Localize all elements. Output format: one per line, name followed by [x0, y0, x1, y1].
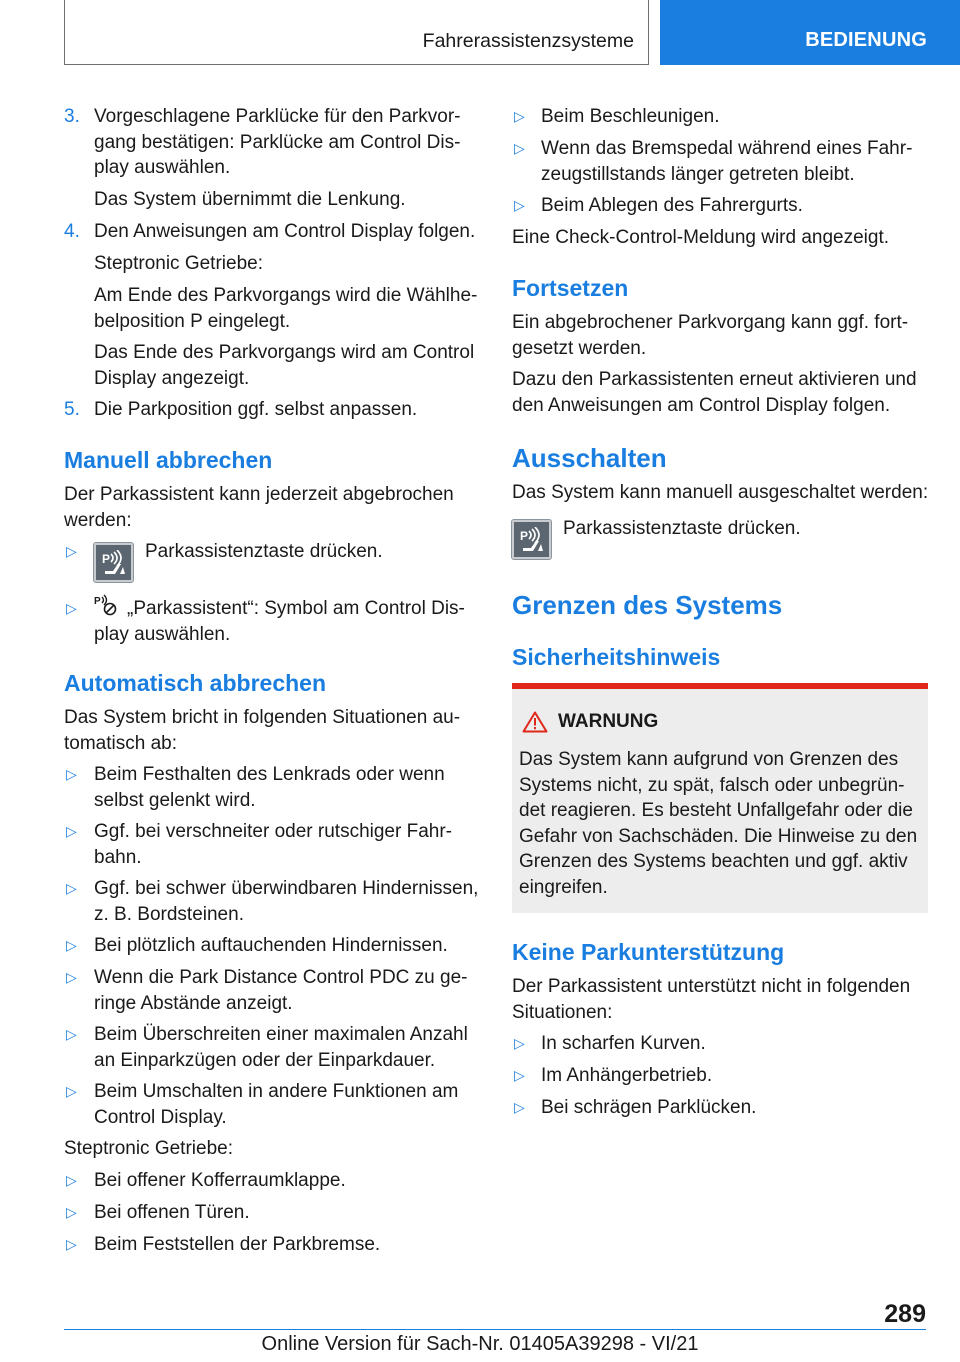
- section-heading: Fortsetzen: [512, 275, 629, 301]
- section-heading: Keine Parkunterstützung: [512, 939, 785, 965]
- step-text: Den Anweisungen am Control Display folgen.: [94, 221, 476, 242]
- bullet-icon: ▷: [514, 108, 525, 124]
- bullet-icon: ▷: [66, 600, 77, 616]
- list-item: Beim Beschleunigen.: [541, 106, 720, 127]
- page-number: 289: [884, 1300, 926, 1328]
- paragraph: gesetzt werden.: [512, 337, 647, 359]
- step-number: 3.: [64, 106, 80, 127]
- step-number: 5.: [64, 399, 80, 420]
- warning-text: det reagieren. Es besteht Unfallgefahr oder die: [519, 800, 913, 821]
- bullet-icon: ▷: [66, 880, 77, 896]
- park-assist-button-icon: [94, 543, 133, 582]
- warning-text: Das System kann aufgrund von Grenzen des: [519, 749, 899, 770]
- list-item: ringe Abstände anzeigt.: [94, 992, 293, 1014]
- paragraph: tomatisch ab:: [64, 732, 177, 754]
- section-heading: Ausschalten: [512, 443, 667, 473]
- list-item: an Einparkzügen oder der Einparkdauer.: [94, 1049, 436, 1071]
- list-item: Control Display.: [94, 1106, 227, 1128]
- park-assist-button-icon: [512, 520, 551, 559]
- footer-version-text: Online Version für Sach-Nr. 01405A39298 - VI/21: [261, 1333, 699, 1355]
- step-note: belposition P eingelegt.: [94, 310, 291, 332]
- step-text: Vorgeschlagene Parklücke für den Parkvor-: [94, 106, 461, 127]
- step-note: Am Ende des Parkvorgangs wird die Wählhe-: [94, 285, 478, 306]
- paragraph: Parkassistenztaste drücken.: [563, 518, 801, 539]
- bullet-icon: ▷: [66, 766, 77, 782]
- warning-box: [512, 683, 928, 913]
- step-note: Das Ende des Parkvorgangs wird am Control: [94, 342, 475, 363]
- list-item: Bei plötzlich auftauchenden Hindernissen.: [94, 935, 448, 956]
- step-note: Das System übernimmt die Lenkung.: [94, 189, 406, 210]
- list-item: Beim Umschalten in andere Funktionen am: [94, 1081, 459, 1102]
- paragraph: Dazu den Parkassistenten erneut aktivieren und: [512, 369, 917, 390]
- svg-text:P: P: [94, 596, 101, 607]
- paragraph: Ein abgebrochener Parkvorgang kann ggf. fort-: [512, 312, 909, 333]
- list-item: Beim Überschreiten einer maximalen Anzahl: [94, 1024, 468, 1045]
- paragraph: Der Parkassistent unterstützt nicht in folgenden: [512, 976, 911, 997]
- svg-text:P: P: [102, 552, 111, 566]
- header-section-tab: [64, 0, 649, 65]
- list-item: Bei offener Kofferraumklappe.: [94, 1170, 346, 1191]
- list-item: play auswählen.: [94, 623, 231, 645]
- list-item: zeugstillstands länger getreten bleibt.: [541, 163, 855, 185]
- warning-text: Gefahr von Sachschäden. Die Hinweise zu den: [519, 825, 918, 847]
- bullet-icon: ▷: [514, 197, 525, 213]
- step-number: 4.: [64, 221, 80, 242]
- header-section-title: Fahrerassistenzsysteme: [422, 30, 634, 52]
- chapter-heading: Grenzen des Systems: [512, 590, 783, 620]
- section-heading: Manuell abbrechen: [64, 447, 273, 473]
- bullet-icon: ▷: [514, 1099, 525, 1115]
- list-item: selbst gelenkt wird.: [94, 789, 256, 811]
- step-note: Display angezeigt.: [94, 367, 250, 389]
- list-item: Beim Feststellen der Parkbremse.: [94, 1234, 381, 1255]
- list-item: Beim Festhalten des Lenkrads oder wenn: [94, 764, 445, 785]
- section-heading: Automatisch abbrechen: [64, 670, 326, 696]
- bullet-icon: ▷: [66, 1026, 77, 1042]
- list-item: Wenn die Park Distance Control PDC zu ge-: [94, 967, 468, 988]
- list-item: In scharfen Kurven.: [541, 1033, 706, 1054]
- list-item: bahn.: [94, 846, 142, 868]
- park-assist-symbol-icon: [94, 594, 118, 616]
- bullet-icon: ▷: [66, 937, 77, 953]
- warning-triangle-icon: [522, 711, 548, 733]
- bullet-icon: ▷: [66, 1236, 77, 1252]
- list-item: Parkassistenztaste drücken.: [145, 541, 383, 562]
- list-item: Im Anhängerbetrieb.: [541, 1065, 713, 1086]
- list-item: Ggf. bei verschneiter oder rutschiger Fahr-: [94, 821, 452, 842]
- list-item: Bei schrägen Parklücken.: [541, 1097, 757, 1118]
- list-item: Beim Ablegen des Fahrergurts.: [541, 195, 803, 216]
- paragraph: Situationen:: [512, 1001, 613, 1023]
- warning-text: eingreifen.: [519, 876, 608, 898]
- list-item: „Parkassistent“: Symbol am Control Dis-: [127, 598, 465, 619]
- warning-text: Grenzen des Systems beachten und ggf. aktiv: [519, 851, 908, 872]
- bullet-icon: ▷: [66, 823, 77, 839]
- paragraph: Der Parkassistent kann jederzeit abgebrochen: [64, 484, 454, 505]
- header-chapter-badge: [660, 0, 960, 65]
- paragraph: Eine Check-Control-Meldung wird angezeigt.: [512, 227, 890, 248]
- header-chapter-label: BEDIENUNG: [805, 29, 927, 51]
- svg-text:P: P: [520, 529, 529, 543]
- list-item: Wenn das Bremspedal während eines Fahr-: [541, 138, 913, 159]
- list-item: Bei offenen Türen.: [94, 1202, 250, 1223]
- step-text: Die Parkposition ggf. selbst anpassen.: [94, 399, 418, 420]
- step-text: play auswählen.: [94, 157, 231, 178]
- paragraph: Das System bricht in folgenden Situationen au-: [64, 707, 461, 728]
- bullet-icon: ▷: [66, 1172, 77, 1188]
- bullet-icon: ▷: [66, 1083, 77, 1099]
- paragraph: Steptronic Getriebe:: [64, 1138, 233, 1159]
- list-item: Ggf. bei schwer überwindbaren Hindernissen,: [94, 878, 479, 899]
- subsection-heading: Sicherheitshinweis: [512, 644, 721, 670]
- warning-text: Systems nicht, zu spät, falsch oder unbegrün-: [519, 774, 905, 796]
- bullet-icon: ▷: [66, 1204, 77, 1220]
- bullet-icon: ▷: [514, 1035, 525, 1051]
- step-note: Steptronic Getriebe:: [94, 253, 263, 274]
- bullet-icon: ▷: [514, 1067, 525, 1083]
- bullet-icon: ▷: [66, 969, 77, 985]
- footer-divider: [64, 1329, 926, 1330]
- bullet-icon: ▷: [66, 543, 77, 559]
- warning-title: WARNUNG: [558, 711, 659, 732]
- step-text: gang bestätigen: Parklücke am Control Dis-: [94, 131, 461, 153]
- bullet-icon: ▷: [514, 140, 525, 156]
- paragraph: werden:: [64, 509, 132, 531]
- list-item: z. B. Bordsteinen.: [94, 903, 244, 925]
- paragraph: Das System kann manuell ausgeschaltet werden:: [512, 482, 929, 503]
- paragraph: den Anweisungen am Control Display folgen.: [512, 394, 891, 416]
